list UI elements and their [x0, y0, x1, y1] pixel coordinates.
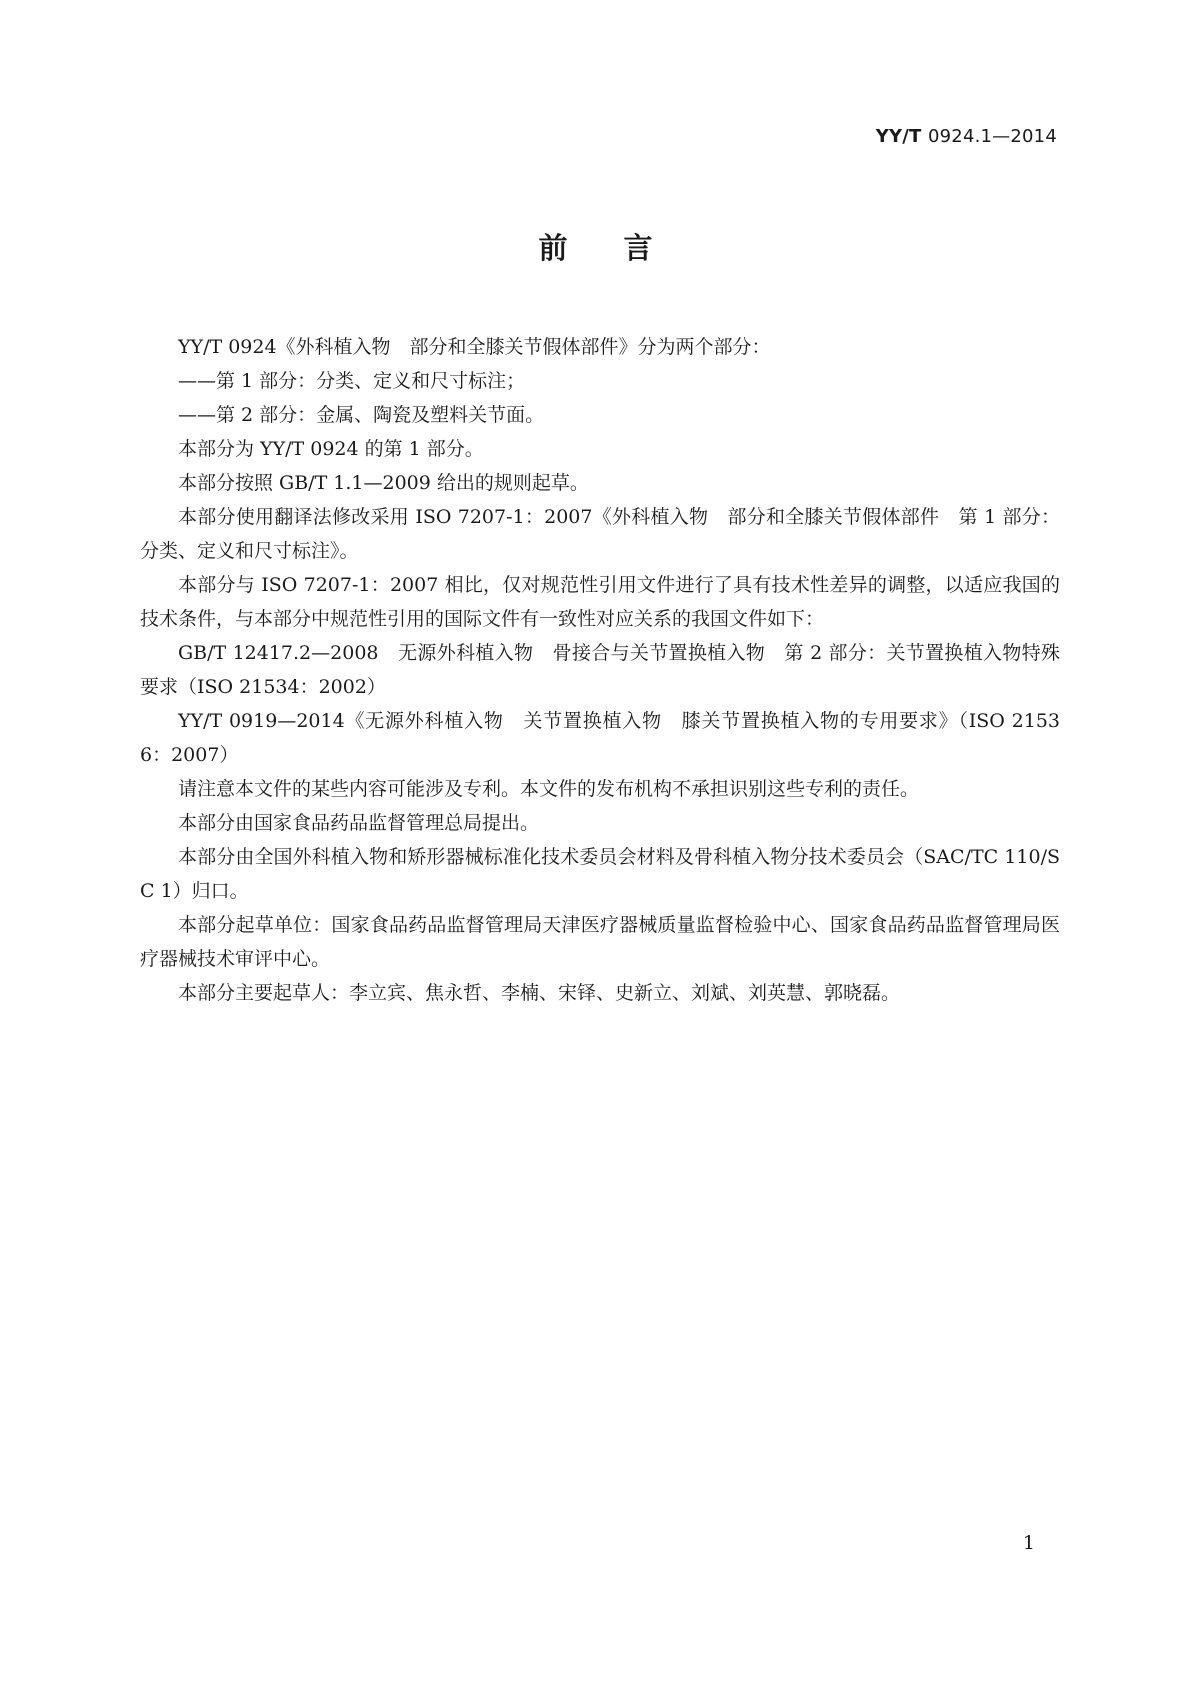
- paragraph-patent-notice: 请注意本文件的某些内容可能涉及专利。本文件的发布机构不承担识别这些专利的责任。: [178, 778, 920, 800]
- paragraph-part-statement: 本部分为 YY/T 0924 的第 1 部分。: [178, 438, 484, 460]
- list-item-part-2: ——第 2 部分：金属、陶瓷及塑料关节面。: [178, 404, 545, 426]
- standard-code: [876, 126, 1057, 147]
- foreword-body: [140, 330, 1060, 1010]
- paragraph-differences: 本部分与 ISO 7207-1：2007 相比，仅对规范性引用文件进行了具有技术性差异的调整，以适应我国的技术条件，与本部分中规范性引用的国际文件有一致性对应关系的我国文件如下：: [140, 574, 1060, 630]
- paragraph-drafting-units: 本部分起草单位：国家食品药品监督管理局天津医疗器械质量监督检验中心、国家食品药品监督管理局医疗器械技术审评中心。: [140, 914, 1060, 970]
- list-item-part-1: ——第 1 部分：分类、定义和尺寸标注；: [178, 370, 526, 392]
- standard-number: 0924.1—2014: [928, 126, 1057, 147]
- paragraph-reference-gbt: GB/T 12417.2—2008 无源外科植入物 骨接合与关节置换植入物 第 2 部分：关节置换植入物特殊要求（ISO 21534：2002）: [140, 642, 1060, 698]
- paragraph-reference-yyt: YY/T 0919—2014《无源外科植入物 关节置换植入物 膝关节置换植入物的专用要求》（ISO 21536：2007）: [140, 710, 1060, 766]
- paragraph-drafters: 本部分主要起草人：李立宾、焦永哲、李楠、宋铎、史新立、刘斌、刘英慧、郭晓磊。: [178, 982, 901, 1004]
- page-number: 1: [1022, 1532, 1035, 1554]
- standard-prefix: YY/T: [875, 126, 922, 147]
- paragraph-drafting-rules: 本部分按照 GB/T 1.1—2009 给出的规则起草。: [178, 472, 589, 494]
- paragraph-parts-intro: YY/T 0924《外科植入物 部分和全膝关节假体部件》分为两个部分：: [178, 336, 771, 358]
- paragraph-committee: 本部分由全国外科植入物和矫形器械标准化技术委员会材料及骨科植入物分技术委员会（SAC/TC 110/SC 1）归口。: [140, 846, 1060, 902]
- paragraph-proposer: 本部分由国家食品药品监督管理总局提出。: [178, 812, 540, 834]
- paragraph-adoption: 本部分使用翻译法修改采用 ISO 7207-1：2007《外科植入物 部分和全膝关节假体部件 第 1 部分：分类、定义和尺寸标注》。: [140, 506, 1060, 562]
- page-title: 前言: [538, 231, 709, 265]
